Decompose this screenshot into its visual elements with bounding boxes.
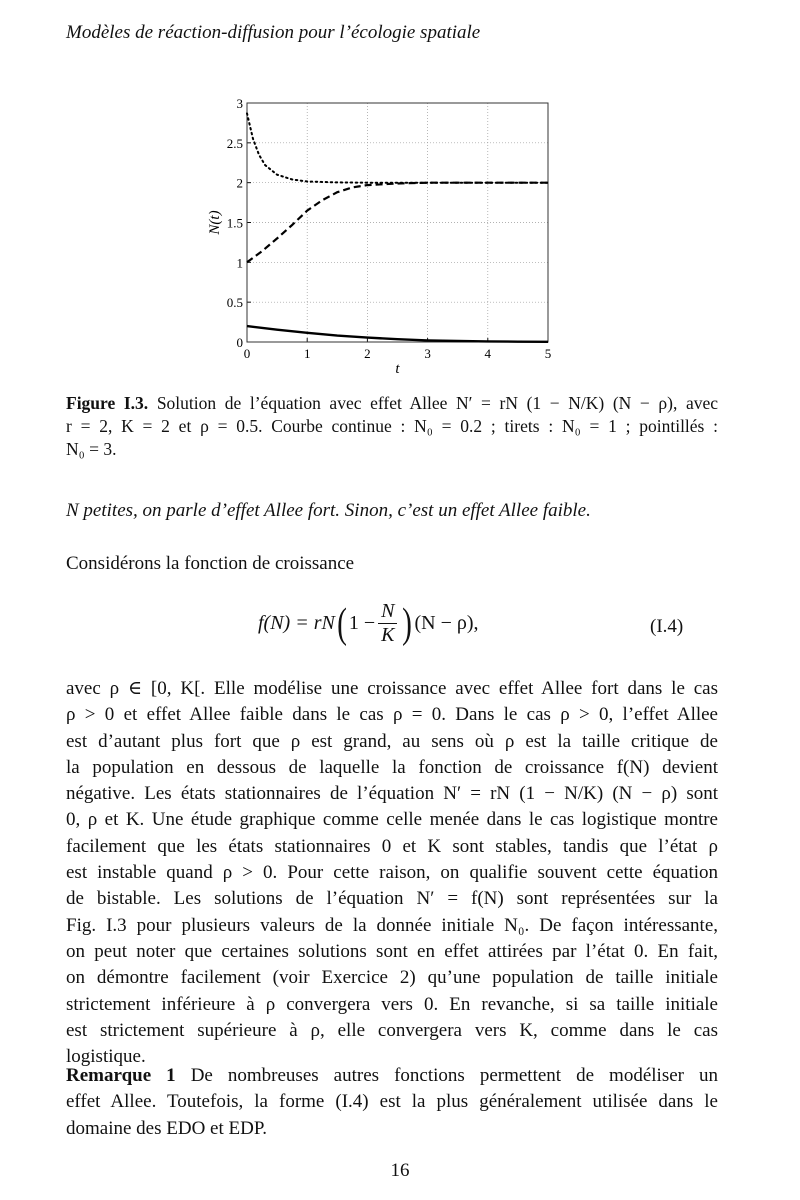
caption-label: Figure I.3. [66,393,149,413]
equation-number: (I.4) [650,616,684,637]
x-tick-label: 2 [364,346,371,361]
paragraph-line: on peut noter que certaines solutions sont en effet attirées par l’état 0. En fait, [66,940,718,962]
paragraph-line: ρ > 0 et effet Allee faible dans le cas ρ = 0. Dans le cas ρ > 0, l’effet Allee [66,704,718,726]
x-tick-label: 0 [243,346,251,361]
x-tick-label: 3 [424,346,431,361]
caption-line: r = 2, K = 2 et ρ = 0.5. Courbe continue : N₀ = 0.2 ; tirets : N₀ = 1 ; pointillés : [66,416,718,436]
y-tick-label: 2 [236,175,243,191]
y-tick-label: 1 [236,255,243,271]
paragraph-line: on démontre facilement (voir Exercice 2) qu’une population de taille initiale [66,967,718,989]
paragraph-line: avec ρ ∈ [0, K[. Elle modélise une croissance avec effet Allee fort dans le cas [66,678,718,699]
x-tick-label: 5 [544,346,552,361]
series-line-dotted [247,113,548,182]
eq-den: K [381,624,395,646]
paragraph-line: strictement inférieure à ρ convergera vers 0. En revanche, si sa taille initiale [66,993,718,1015]
paragraph-line: est instable quand ρ > 0. Pour cette raison, on qualifie souvent cette équation [66,862,718,884]
paragraph-line: négative. Les états stationnaires de l’équation N′ = rN (1 − N/K) (N − ρ) sont [66,783,718,805]
eq-lhs: f(N) = rN [258,612,335,634]
paragraph-line: 0, ρ et K. Une étude graphique comme celle menée dans le cas logistique montre [66,809,718,831]
paragraph-line: est strictement supérieure à ρ, elle convergera vers K, comme dans le cas [66,1019,718,1041]
caption-line: N₀ = 3. [66,439,117,459]
italic-statement: N petites, on parle d’effet Allee fort. Sinon, c’est un effet Allee faible. [66,500,591,521]
remark-line: De nombreuses autres fonctions permettent de modéliser un [190,1065,719,1086]
remark-line: effet Allee. Toutefois, la forme (I.4) est la plus généralement utilisée dans le [66,1091,718,1113]
y-tick-label: 0 [236,335,243,350]
page-number: 16 [390,1160,410,1181]
eq-one-minus: 1 − [348,612,376,634]
y-tick-label: 2.5 [226,135,243,151]
running-header: Modèles de réaction-diffusion pour l’écologie spatiale [66,22,481,43]
paragraph-line: est d’autant plus fort que ρ est grand, au sens où ρ est la taille critique de [66,730,718,752]
x-tick-label: 4 [484,346,492,361]
paragraph-line: de bistable. Les solutions de l’équation N′ = f(N) sont représentées sur la [66,888,718,910]
remark-label: Remarque 1 [66,1065,176,1086]
paragraph-line: logistique. [66,1046,146,1068]
y-tick-label: 3 [236,96,243,111]
remark-line: domaine des EDO et EDP. [66,1117,268,1139]
figure-chart [195,92,565,382]
y-tick-label: 0.5 [226,295,243,311]
y-tick-label: 1.5 [226,215,243,231]
series-line-solid [247,326,548,342]
remark [66,1063,718,1142]
paragraph-line: la population en dessous de laquelle la fonction de croissance f(N) devient [66,756,718,778]
figure-caption [66,392,718,461]
caption-line: Solution de l’équation avec effet Allee N′ = rN (1 − N/K) (N − ρ), avec [156,393,719,413]
x-axis-label: t [395,361,400,377]
main-paragraph [66,676,718,1070]
paragraph-line: facilement que les états stationnaires 0 et K sont stables, tandis que l’état ρ [66,835,718,857]
x-tick-label: 1 [303,346,311,361]
eq-num: N [378,600,397,624]
equation-I4: f(N) = rN ( 1 − $\frac{N}{K}$ ) (N − ρ), [258,600,479,647]
paragraph-line: Fig. I.3 pour plusieurs valeurs de la donnée initiale N₀. De façon intéressante, [66,914,718,936]
y-axis-label: N(t) [207,210,223,235]
eq-rest: (N − ρ), [414,612,479,634]
intro-text: Considérons la fonction de croissance [66,553,355,574]
